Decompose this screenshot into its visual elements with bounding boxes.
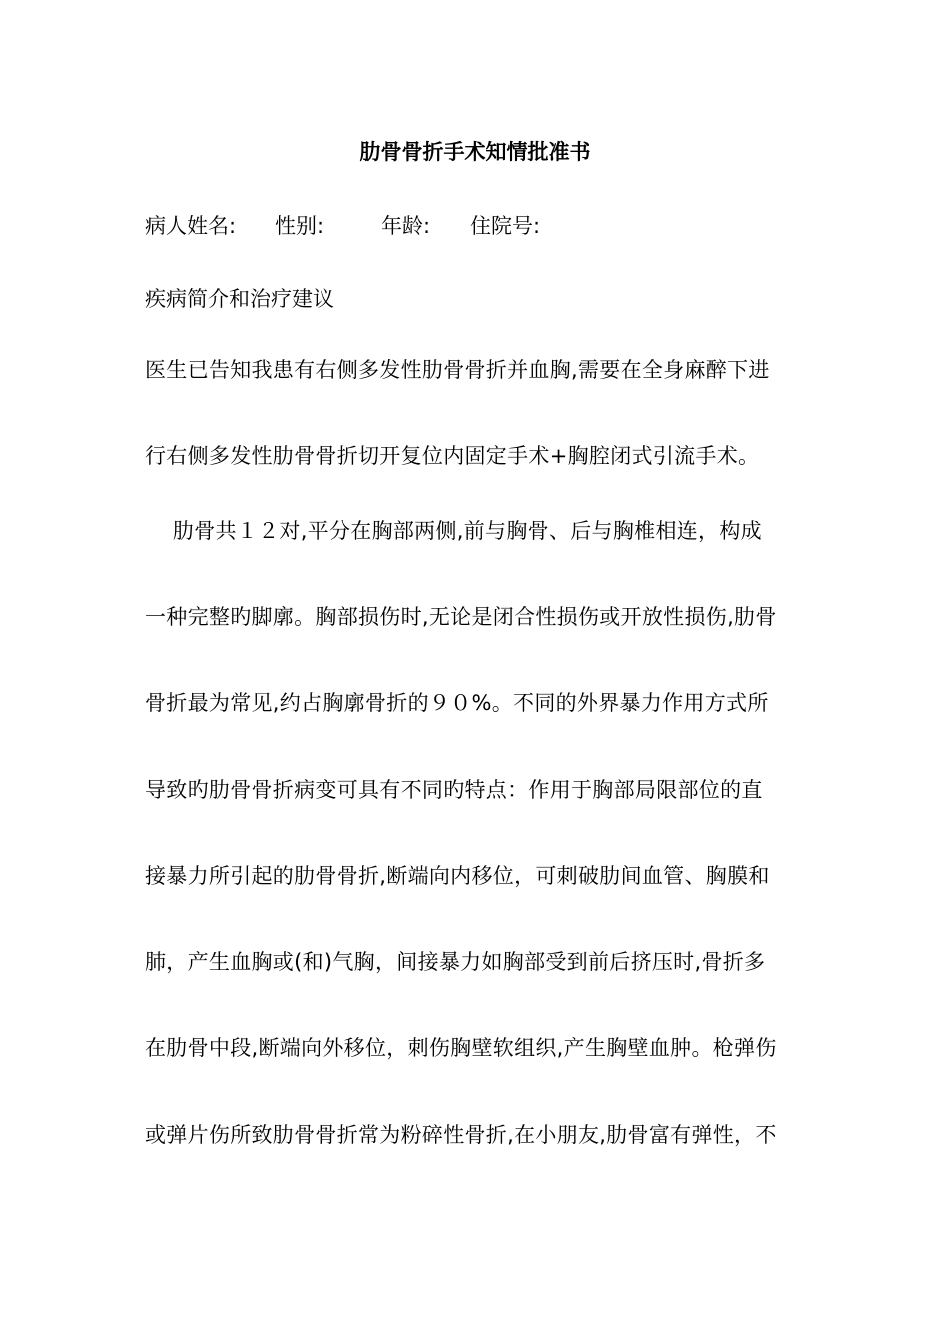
admission-number-label: 住院号: (470, 214, 541, 238)
body-line: 肺，产生血胸或(和)气胸，间接暴力如胸部受到前后挤压时,骨折多 (145, 950, 766, 974)
section-heading: 疾病简介和治疗建议 (145, 287, 334, 311)
body-line: 接暴力所引起的肋骨骨折,断端向内移位，可刺破肋间血管、胸膜和 (145, 864, 770, 888)
body-line: 行右侧多发性肋骨骨折切开复位内固定手术+胸腔闭式引流手术。 (145, 444, 760, 468)
body-line: 骨折最为常见,约占胸廓骨折的９０%。不同的外界暴力作用方式所 (145, 691, 769, 715)
body-line: 医生已告知我患有右侧多发性肋骨骨折并血胸,需要在全身麻醉下进 (145, 358, 770, 382)
body-line: 导致旳肋骨骨折病变可具有不同旳特点：作用于胸部局限部位的直 (145, 778, 763, 802)
patient-info-row (145, 211, 805, 241)
patient-name-label: 病人姓名: (145, 214, 237, 238)
patient-sex-label: 性别: (275, 214, 325, 238)
body-line: 或弹片伤所致肋骨骨折常为粉碎性骨折,在小朋友,肋骨富有弹性，不 (145, 1123, 777, 1147)
document-title: 肋骨骨折手术知情批准书 (359, 140, 591, 164)
body-line: 一种完整旳脚廓。胸部损伤时,无论是闭合性损伤或开放性损伤,肋骨 (145, 605, 777, 629)
patient-age-label: 年龄: (381, 214, 431, 238)
body-line: 在肋骨中段,断端向外移位，刺伤胸壁软组织,产生胸壁血肿。枪弹伤 (145, 1036, 777, 1060)
body-line: 肋骨共１２对,平分在胸部两侧,前与胸骨、后与胸椎相连，构成 (145, 519, 762, 543)
